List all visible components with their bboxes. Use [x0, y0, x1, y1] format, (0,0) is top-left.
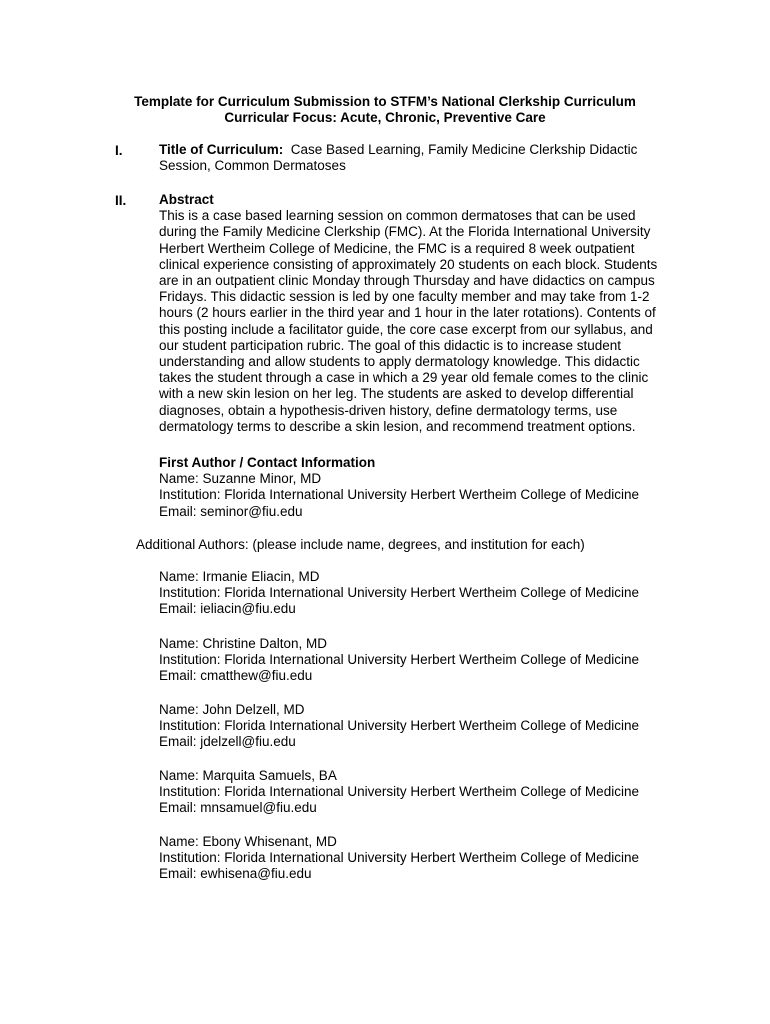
- author-name: Name: John Delzell, MD: [159, 702, 305, 717]
- curriculum-title-label: Title of Curriculum:: [159, 142, 284, 157]
- author-email: Email: ieliacin@fiu.edu: [159, 601, 296, 617]
- abstract-line: takes the student through a case in which a 29 year old female comes to the clinic: [159, 370, 649, 386]
- abstract-line: our student participation rubric. The goal of this didactic is to increase student: [159, 337, 622, 353]
- section-numeral-2: II.: [115, 193, 127, 208]
- document-title: Template for Curriculum Submission to STFM’s National Clerkship Curriculum: [134, 94, 636, 109]
- author-name: Name: Christine Dalton, MD: [159, 636, 328, 651]
- first-author-heading: First Author / Contact Information: [159, 455, 376, 470]
- curriculum-title-section: [159, 142, 679, 174]
- abstract-line: Herbert Wertheim College of Medicine, the FMC is a required 8 week outpatient: [159, 240, 635, 256]
- section-numeral-1: I.: [115, 143, 123, 158]
- curriculum-title-line: Case Based Learning, Family Medicine Clerkship Didactic: [290, 142, 638, 157]
- abstract-section: [159, 192, 679, 435]
- abstract-line: Fridays. This didactic session is led by one faculty member and may take from 1-2: [159, 289, 650, 305]
- author-email: Email: cmatthew@fiu.edu: [159, 668, 313, 684]
- abstract-line: clinical experience consisting of approximately 20 students on each block. Students: [159, 256, 658, 272]
- abstract-line: dermatology terms to describe a skin lesion, and recommend treatment options.: [159, 418, 636, 434]
- author-email: Email: ewhisena@fiu.edu: [159, 866, 312, 882]
- curriculum-title-line: Session, Common Dermatoses: [159, 158, 346, 174]
- additional-authors-heading: Additional Authors: (please include name, degrees, and institution for each): [136, 537, 585, 552]
- author-institution: Institution: Florida International University Herbert Wertheim College of Medicine: [159, 718, 639, 734]
- additional-author-block: [159, 569, 639, 618]
- abstract-line: during the Family Medicine Clerkship (FMC). At the Florida International University: [159, 224, 651, 240]
- author-institution: Institution: Florida International University Herbert Wertheim College of Medicine: [159, 652, 639, 668]
- author-email: Email: jdelzell@fiu.edu: [159, 734, 296, 750]
- abstract-line: This is a case based learning session on common dermatoses that can be used: [159, 208, 636, 224]
- author-name: Name: Suzanne Minor, MD: [159, 471, 322, 487]
- abstract-line: diagnoses, obtain a hypothesis-driven history, define dermatology terms, use: [159, 402, 618, 418]
- additional-author-block: [159, 702, 639, 751]
- author-institution: Institution: Florida International University Herbert Wertheim College of Medicine: [159, 585, 639, 601]
- additional-author-block: [159, 834, 639, 883]
- additional-author-block: [159, 636, 639, 685]
- author-name: Name: Irmanie Eliacin, MD: [159, 569, 320, 584]
- document-subtitle: Curricular Focus: Acute, Chronic, Preventive Care: [224, 110, 546, 125]
- abstract-line: this posting include a facilitator guide, the core case excerpt from our syllabus, and: [159, 321, 653, 337]
- author-name: Name: Ebony Whisenant, MD: [159, 834, 337, 849]
- author-institution: Institution: Florida International University Herbert Wertheim College of Medicine: [159, 850, 639, 866]
- abstract-line: understanding and allow students to apply dermatology knowledge. This didactic: [159, 354, 640, 370]
- abstract-line: hours (2 hours earlier in the third year and 1 hour in the later rotations). Contents of: [159, 305, 656, 321]
- author-institution: Institution: Florida International University Herbert Wertheim College of Medicine: [159, 487, 639, 503]
- first-author-block: [159, 455, 639, 520]
- additional-author-block: [159, 768, 639, 817]
- author-email: Email: mnsamuel@fiu.edu: [159, 800, 317, 816]
- author-name: Name: Marquita Samuels, BA: [159, 768, 337, 783]
- abstract-line: are in an outpatient clinic Monday through Thursday and have didactics on campus: [159, 273, 655, 289]
- abstract-heading: Abstract: [159, 192, 214, 207]
- author-email: Email: seminor@fiu.edu: [159, 503, 303, 519]
- author-institution: Institution: Florida International University Herbert Wertheim College of Medicine: [159, 784, 639, 800]
- abstract-line: with a new skin lesion on her leg. The students are asked to develop differential: [159, 386, 634, 402]
